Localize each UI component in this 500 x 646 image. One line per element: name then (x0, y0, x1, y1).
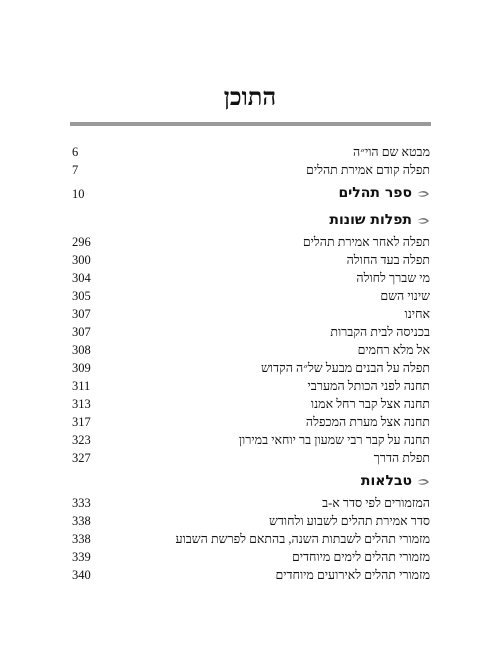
toc-entry (72, 513, 430, 531)
toc-entry-page: 340 (72, 568, 91, 582)
toc-entry-title: שינוי השם (380, 289, 430, 303)
toc-entry-title: תפלה על הבנים מבעל של״ה הקדוש (260, 361, 430, 375)
toc-entry (72, 549, 430, 567)
toc-entry-page: 338 (72, 532, 91, 546)
toc-entry-title: מזמורי תהלים לשבתות השנה, בהתאם לפרשת השבוע (175, 532, 430, 546)
toc-entry (72, 396, 430, 414)
toc-entry (72, 270, 430, 288)
toc-entry-page: 317 (72, 415, 91, 429)
toc-entry-title: סדר אמירת תהלים לשבוע ולחודש (269, 514, 430, 528)
title-divider (70, 122, 431, 126)
toc-entry-page: 323 (72, 433, 91, 447)
toc-entry (72, 567, 430, 585)
toc-entry-title: תחנה לפני הכותל המערבי (307, 379, 430, 393)
toc-entry-title: תפלת הדרך (373, 451, 430, 465)
toc-entry-page: 311 (72, 379, 91, 393)
toc-entry-page: 6 (72, 145, 79, 159)
toc-entry (72, 495, 430, 513)
section-page: 10 (72, 187, 85, 201)
toc-entry-page: 313 (72, 397, 91, 411)
toc-entry-title: תחנה אצל קבר רחל אמנו (310, 397, 430, 411)
toc-entry-page: 307 (72, 307, 91, 321)
toc-entry-page: 338 (72, 514, 91, 528)
toc-entry-title: מזמורי תהלים לימים מיוחדים (291, 550, 430, 564)
toc-entry (72, 306, 430, 324)
toc-entry-page: 7 (72, 163, 79, 177)
toc-entry-title: מבטא שם הוי״ה (353, 145, 430, 159)
leaf-icon (416, 477, 430, 487)
section-title: תפלות שונות (329, 212, 412, 228)
toc-entry-title: אל מלא רחמים (357, 343, 430, 357)
toc-entry (72, 414, 430, 432)
toc-section-heading (72, 210, 430, 234)
toc-entry-title: מי שברך לחולה (356, 271, 430, 285)
toc-entry (72, 234, 430, 252)
leaf-icon (416, 189, 430, 199)
toc-entry-title: בכניסה לבית הקברות (330, 325, 430, 339)
toc-entry-title: תפלה לאחר אמירת תהלים (302, 235, 430, 249)
toc-entry-title: המזמורים לפי סדר א-ב (322, 496, 430, 510)
toc-section-heading (72, 183, 430, 207)
toc-entry-page: 296 (72, 235, 91, 249)
toc-entry (72, 162, 430, 180)
toc-entry (72, 378, 430, 396)
toc-entry-page: 327 (72, 451, 91, 465)
toc-entry (72, 144, 430, 162)
toc-entry-page: 309 (72, 361, 91, 375)
toc-entry-page: 300 (72, 253, 91, 267)
section-title: טבלאות (360, 473, 412, 489)
toc-entry (72, 360, 430, 378)
table-of-contents (72, 144, 430, 585)
toc-entry (72, 324, 430, 342)
toc-entry (72, 450, 430, 468)
toc-entry-title: תחנה אצל מערת המכפלה (305, 415, 430, 429)
toc-entry-page: 308 (72, 343, 91, 357)
toc-section-heading (72, 471, 430, 495)
toc-entry-title: תחנה על קבר רבי שמעון בר יוחאי במירון (238, 433, 430, 447)
page-title: התוכן (223, 82, 277, 111)
toc-entry (72, 342, 430, 360)
toc-entry-page: 305 (72, 289, 91, 303)
toc-entry (72, 531, 430, 549)
toc-entry (72, 432, 430, 450)
toc-entry-page: 333 (72, 496, 91, 510)
leaf-icon (416, 216, 430, 226)
toc-entry-page: 304 (72, 271, 91, 285)
toc-entry-page: 339 (72, 550, 91, 564)
toc-entry-title: תפלה קודם אמירת תהלים (306, 163, 430, 177)
toc-entry-title: תפלה בעד החולה (346, 253, 430, 267)
section-title: ספר תהלים (338, 185, 412, 201)
toc-entry (72, 252, 430, 270)
toc-entry-title: אחינו (404, 307, 430, 321)
toc-entry-page: 307 (72, 325, 91, 339)
toc-entry-title: מזמורי תהלים לאירועים מיוחדים (275, 568, 430, 582)
toc-entry (72, 288, 430, 306)
